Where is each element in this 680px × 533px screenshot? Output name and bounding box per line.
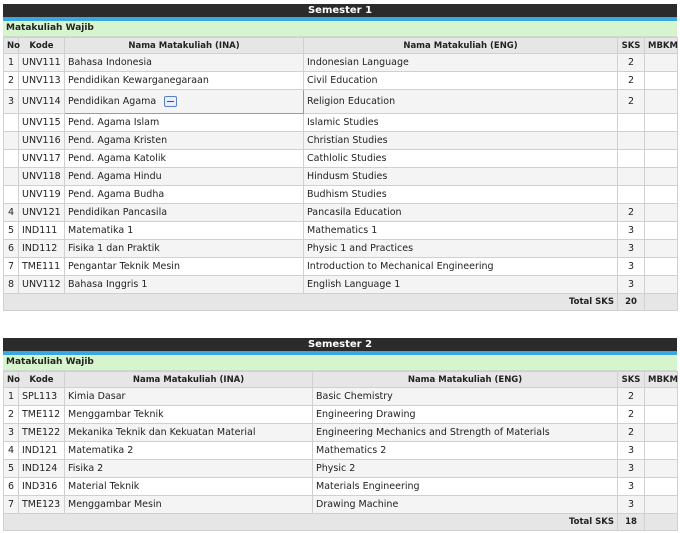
cell-mbkm xyxy=(645,186,678,204)
cell-sks: 3 xyxy=(618,460,645,478)
col-header-kode: Kode xyxy=(19,38,65,54)
table-row xyxy=(4,258,678,276)
cell-kode: IND121 xyxy=(19,442,65,460)
cell-mbkm xyxy=(645,90,678,114)
cell-nama-eng: Religion Education xyxy=(304,90,618,114)
table-header-row xyxy=(4,372,678,388)
cell-nama-eng: Introduction to Mechanical Engineering xyxy=(304,258,618,276)
cell-no: 5 xyxy=(4,460,19,478)
cell-mbkm xyxy=(645,388,678,406)
col-header-kode: Kode xyxy=(19,372,65,388)
table-row xyxy=(4,388,678,406)
cell-nama-eng: Drawing Machine xyxy=(313,496,618,514)
cell-sks: 3 xyxy=(618,496,645,514)
cell-nama-ina: Matematika 2 xyxy=(65,442,313,460)
col-header-mbkm: MBKM xyxy=(645,38,678,54)
cell-mbkm xyxy=(645,424,678,442)
cell-no xyxy=(4,132,19,150)
cell-nama-ina: Bahasa Inggris 1 xyxy=(65,276,304,294)
cell-nama-ina: Pengantar Teknik Mesin xyxy=(65,258,304,276)
cell-nama-ina: Pend. Agama Budha xyxy=(65,186,304,204)
cell-nama-ina: Pendidikan Pancasila xyxy=(65,204,304,222)
cell-mbkm xyxy=(645,168,678,186)
total-value: 20 xyxy=(618,294,645,311)
table-row xyxy=(4,478,678,496)
cell-sks: 2 xyxy=(618,388,645,406)
cell-kode: TME122 xyxy=(19,424,65,442)
cell-no xyxy=(4,168,19,186)
table-row-expandable xyxy=(4,90,678,114)
total-row xyxy=(4,294,678,311)
cell-nama-eng: Engineering Drawing xyxy=(313,406,618,424)
table-row xyxy=(4,424,678,442)
cell-sks: 3 xyxy=(618,222,645,240)
cell-no: 7 xyxy=(4,496,19,514)
cell-no: 2 xyxy=(4,406,19,424)
cell-sks: 3 xyxy=(618,478,645,496)
cell-mbkm xyxy=(645,478,678,496)
col-header-no: No xyxy=(4,38,19,54)
cell-mbkm xyxy=(645,150,678,168)
total-label: Total SKS xyxy=(4,294,618,311)
cell-nama-ina: Matematika 1 xyxy=(65,222,304,240)
semester-1-table xyxy=(3,37,678,311)
semester-2-table xyxy=(3,371,678,531)
col-header-nama-eng: Nama Matakuliah (ENG) xyxy=(304,38,618,54)
cell-mbkm xyxy=(645,496,678,514)
table-row xyxy=(4,276,678,294)
semester-1-category: Matakuliah Wajib xyxy=(3,21,677,37)
total-mbkm xyxy=(645,514,678,531)
cell-mbkm xyxy=(645,54,678,72)
cell-nama-eng: Physic 1 and Practices xyxy=(304,240,618,258)
semester-1-title: Semester 1 xyxy=(3,4,677,21)
cell-no xyxy=(4,186,19,204)
table-row xyxy=(4,496,678,514)
semester-1-panel xyxy=(3,4,677,311)
cell-nama-eng: Engineering Mechanics and Strength of Materials xyxy=(313,424,618,442)
cell-sks xyxy=(618,186,645,204)
col-header-nama-eng: Nama Matakuliah (ENG) xyxy=(313,372,618,388)
table-row xyxy=(4,54,678,72)
cell-nama-eng: Civil Education xyxy=(304,72,618,90)
cell-nama-eng: Mathematics 1 xyxy=(304,222,618,240)
cell-mbkm xyxy=(645,276,678,294)
cell-nama-ina: Pend. Agama Kristen xyxy=(65,132,304,150)
cell-nama-eng: Christian Studies xyxy=(304,132,618,150)
cell-sks: 2 xyxy=(618,54,645,72)
cell-no: 5 xyxy=(4,222,19,240)
cell-nama-eng: Pancasila Education xyxy=(304,204,618,222)
cell-sks: 3 xyxy=(618,276,645,294)
cell-kode: UNV118 xyxy=(19,168,65,186)
cell-kode: UNV119 xyxy=(19,186,65,204)
cell-no: 8 xyxy=(4,276,19,294)
cell-kode: TME112 xyxy=(19,406,65,424)
cell-nama-ina: Kimia Dasar xyxy=(65,388,313,406)
col-header-mbkm: MBKM xyxy=(645,372,678,388)
semester-2-panel xyxy=(3,338,677,531)
cell-nama-ina: Mekanika Teknik dan Kekuatan Material xyxy=(65,424,313,442)
cell-kode: IND124 xyxy=(19,460,65,478)
cell-nama-eng: Cathlolic Studies xyxy=(304,150,618,168)
cell-nama-eng: Islamic Studies xyxy=(304,114,618,132)
cell-kode: IND112 xyxy=(19,240,65,258)
cell-kode: TME111 xyxy=(19,258,65,276)
table-row xyxy=(4,442,678,460)
cell-nama-ina: Pend. Agama Hindu xyxy=(65,168,304,186)
cell-nama-ina: Pend. Agama Islam xyxy=(65,114,304,132)
cell-kode: UNV114 xyxy=(19,90,65,114)
table-row xyxy=(4,72,678,90)
cell-kode: UNV116 xyxy=(19,132,65,150)
cell-sks: 2 xyxy=(618,204,645,222)
cell-nama-eng: English Language 1 xyxy=(304,276,618,294)
table-row xyxy=(4,204,678,222)
cell-no: 4 xyxy=(4,204,19,222)
cell-kode: UNV112 xyxy=(19,276,65,294)
cell-no: 4 xyxy=(4,442,19,460)
semester-2-category: Matakuliah Wajib xyxy=(3,355,677,371)
cell-mbkm xyxy=(645,204,678,222)
col-header-sks: SKS xyxy=(618,38,645,54)
table-row-subitem xyxy=(4,168,678,186)
cell-no xyxy=(4,150,19,168)
cell-kode: UNV121 xyxy=(19,204,65,222)
cell-no: 1 xyxy=(4,388,19,406)
cell-nama-ina: Menggambar Teknik xyxy=(65,406,313,424)
cell-sks xyxy=(618,168,645,186)
cell-sks: 2 xyxy=(618,406,645,424)
cell-nama-eng: Basic Chemistry xyxy=(313,388,618,406)
cell-nama-ina-text: Pendidikan Agama xyxy=(68,96,157,107)
total-value: 18 xyxy=(618,514,645,531)
cell-no: 1 xyxy=(4,54,19,72)
cell-no: 2 xyxy=(4,72,19,90)
total-mbkm xyxy=(645,294,678,311)
cell-nama-eng: Indonesian Language xyxy=(304,54,618,72)
col-header-sks: SKS xyxy=(618,372,645,388)
cell-no xyxy=(4,114,19,132)
cell-mbkm xyxy=(645,132,678,150)
total-label: Total SKS xyxy=(4,514,618,531)
col-header-no: No xyxy=(4,372,19,388)
cell-kode: IND111 xyxy=(19,222,65,240)
cell-nama-eng: Mathematics 2 xyxy=(313,442,618,460)
table-row xyxy=(4,406,678,424)
cell-no: 3 xyxy=(4,90,19,114)
cell-sks xyxy=(618,132,645,150)
cell-kode: UNV117 xyxy=(19,150,65,168)
table-row xyxy=(4,460,678,478)
cell-mbkm xyxy=(645,442,678,460)
cell-sks xyxy=(618,114,645,132)
table-header-row xyxy=(4,38,678,54)
cell-nama-eng: Materials Engineering xyxy=(313,478,618,496)
cell-nama-ina: Material Teknik xyxy=(65,478,313,496)
cell-sks: 2 xyxy=(618,90,645,114)
table-row-subitem xyxy=(4,132,678,150)
cell-nama-ina: Pend. Agama Katolik xyxy=(65,150,304,168)
cell-nama-ina: Pendidikan Kewarganegaraan xyxy=(65,72,304,90)
total-row xyxy=(4,514,678,531)
cell-nama-eng: Budhism Studies xyxy=(304,186,618,204)
cell-mbkm xyxy=(645,258,678,276)
cell-nama-eng: Hindusm Studies xyxy=(304,168,618,186)
nama-ina-with-toggle xyxy=(68,96,177,107)
table-row-subitem xyxy=(4,150,678,168)
cell-nama-ina: Menggambar Mesin xyxy=(65,496,313,514)
cell-kode: IND316 xyxy=(19,478,65,496)
cell-sks: 2 xyxy=(618,72,645,90)
cell-sks xyxy=(618,150,645,168)
semester-2-title: Semester 2 xyxy=(3,338,677,355)
cell-kode: UNV115 xyxy=(19,114,65,132)
cell-mbkm xyxy=(645,222,678,240)
cell-nama-ina: Bahasa Indonesia xyxy=(65,54,304,72)
cell-mbkm xyxy=(645,114,678,132)
col-header-nama-ina: Nama Matakuliah (INA) xyxy=(65,372,313,388)
col-header-nama-ina: Nama Matakuliah (INA) xyxy=(65,38,304,54)
cell-no: 3 xyxy=(4,424,19,442)
table-row-subitem xyxy=(4,186,678,204)
cell-mbkm xyxy=(645,460,678,478)
cell-nama-ina: Fisika 1 dan Praktik xyxy=(65,240,304,258)
cell-nama-ina: Fisika 2 xyxy=(65,460,313,478)
cell-sks: 2 xyxy=(618,424,645,442)
table-row xyxy=(4,240,678,258)
cell-kode: UNV113 xyxy=(19,72,65,90)
cell-mbkm xyxy=(645,406,678,424)
cell-sks: 3 xyxy=(618,442,645,460)
cell-no: 6 xyxy=(4,478,19,496)
cell-kode: UNV111 xyxy=(19,54,65,72)
cell-sks: 3 xyxy=(618,258,645,276)
cell-kode: TME123 xyxy=(19,496,65,514)
cell-nama-eng: Physic 2 xyxy=(313,460,618,478)
cell-sks: 3 xyxy=(618,240,645,258)
cell-mbkm xyxy=(645,240,678,258)
cell-kode: SPL113 xyxy=(19,388,65,406)
cell-mbkm xyxy=(645,72,678,90)
collapse-minus-icon[interactable] xyxy=(164,96,177,107)
cell-nama-ina xyxy=(65,90,304,114)
cell-no: 7 xyxy=(4,258,19,276)
table-row xyxy=(4,222,678,240)
cell-no: 6 xyxy=(4,240,19,258)
table-row-subitem xyxy=(4,114,678,132)
